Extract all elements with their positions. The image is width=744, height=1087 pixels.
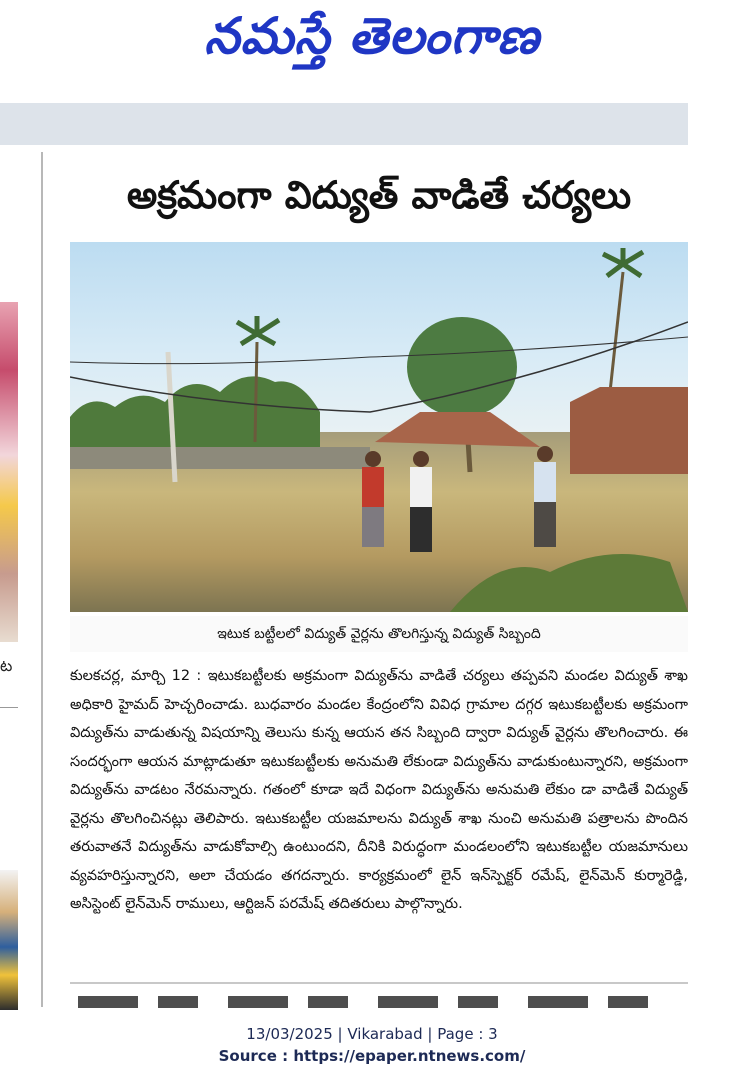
left-column-fragment [0, 152, 40, 1012]
next-article-headline-fragment [78, 996, 678, 1008]
column-divider [41, 152, 43, 1007]
photo-scene [70, 242, 688, 612]
header-band [0, 103, 688, 145]
left-column-photo-top [0, 302, 18, 642]
page-footer [0, 1012, 744, 1087]
article-end-rule [70, 982, 688, 984]
article-body [70, 662, 688, 919]
newspaper-logo: నమస్తే తెలంగాణ [204, 6, 540, 65]
footer-source: Source : https://epaper.ntnews.com/ [218, 1047, 526, 1065]
article-paragraph: కులకచర్ల, మార్చి 12 : ఇటుకబట్టీలకు అక్రమంగా విద్యుత్‌ను వాడితే చర్యలు తప్పవని మండల విద్యుత్‌ శాఖ అధికారి హైమద్‌ హెచ్చరించాడు. బుధవారం మండల కేంద్రంలోని వివిధ గ్రామాల దగ్గర ఇటుకబట్టీలకు అక్రమంగా విద్యుత్‌ను వాడుతున్న విషయాన్ని తెలుసు కున్న ఆయన తన సిబ్బంది ద్వారా విద్యుత్‌ వైర్లను తొలగించారు. ఈ సందర్భంగా ఆయన మాట్లాడుతూ ఇటుకబట్టీలకు అనుమతి లేకుండా విద్యుత్‌ను వాడుకుంటున్నారని, అక్రమంగా విద్యుత్‌ను వాడటం నేరమన్నారు. గతంలో కూడా ఇదే విధంగా విద్యుత్‌ను అనుమతి లేకుం డా వాడితే విద్యుత్‌ వైర్లను తొలగించినట్లు తెలిపారు. ఇటుకబట్టీల యజమాలను విద్యుత్‌ శాఖ నుంచి అనుమతి పత్రాలను పొందిన తరువాతనే విద్యుత్‌ను వాడుకోవాల్సి ఉంటుందని, దీనికి విరుద్ధంగా మండలంలోని ఇటుకబట్టీల యజమానులు వ్యవహరిస్తున్నారని, అలా చేయడం తగదన్నారు. కార్యక్రమంలో లైన్‌ ఇన్‌స్పెక్టర్‌ రమేష్‌, లైన్‌మెన్‌ కుర్మారెడ్డి, అసిస్టెంట్‌ లైన్‌మెన్‌ రాములు, ఆర్టిజన్‌ పరమేష్‌ తదితరులు పాల్గొన్నారు. [70, 668, 688, 912]
article-headline: అక్రమంగా విద్యుత్‌ వాడితే చర్యలు [126, 173, 632, 217]
photo-caption: ఇటుక బట్టీలలో విద్యుత్‌ వైర్లను తొలగిస్తున్న విద్యుత్‌ సిబ్బంది [70, 616, 688, 652]
left-column-text: ట [0, 656, 13, 675]
left-column-photo-bottom [0, 870, 18, 1010]
masthead [0, 0, 744, 100]
footer-date-edition: 13/03/2025 | Vikarabad | Page : 3 [246, 1025, 498, 1043]
article-photo [70, 242, 688, 612]
left-column-rule [0, 707, 18, 708]
